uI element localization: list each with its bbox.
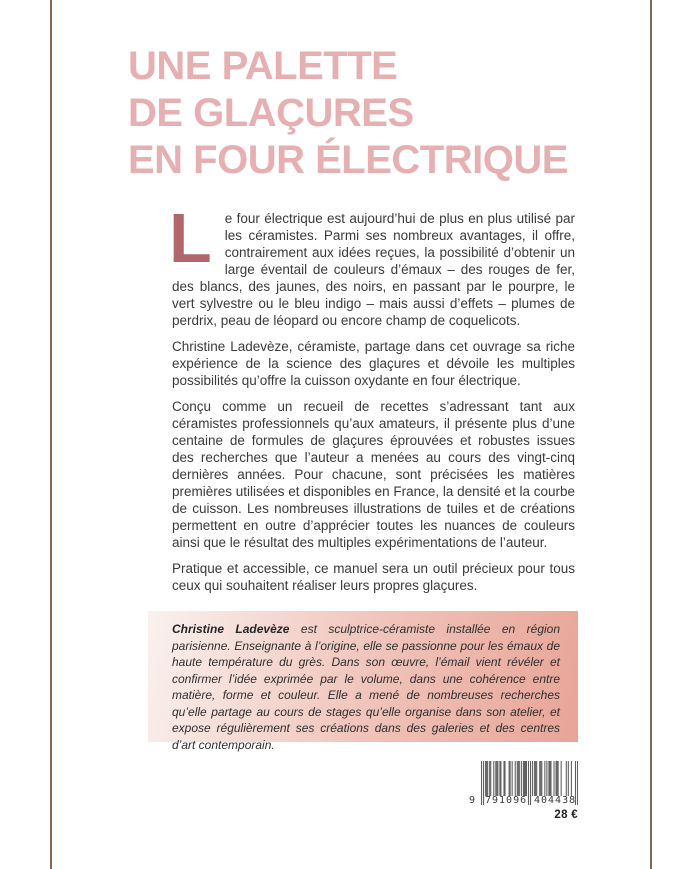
intro-paragraph <box>169 199 575 329</box>
author-name: Christine Ladevèze <box>172 622 290 636</box>
author-bio <box>172 621 560 753</box>
closing-paragraph: Pratique et accessible, ce manuel sera un outil précieux pour tous ceux qui souhaitent réaliser leurs propres glaçures. <box>172 561 575 593</box>
intro-paragraph-text: e four électrique est aujourd’hui de plus en plus utilisé par les céramistes. Parmi ses nombreux avantages, il offre, contrairement aux idées reçues, la possibilité d’obtenir un large éventail de couleurs d’émaux – des rouges de fer, des blancs, des jaunes, des noirs, en passant par le pourpre, le vert sylvestre ou le bleu indigo – mais aussi d’effets – plumes de perdrix, peau de léopard ou encore champ de coquelicots. <box>172 211 575 328</box>
content-description-paragraph: Conçu comme un recueil de recettes s’adressant tant aux céramistes professionnels qu’aux amateurs, il présente plus d’une centaine de formules de glaçures éprouvées et robustes issues des recherches que l’auteur a menées au cours des vingt-cinq dernières années. Pour chacune, sont précisées les matières premières utilisées et disponibles en France, la densité et la courbe de cuisson. Les nombreuses illustrations de tuiles et de créations permettent en outre d’apprécier toutes les nuances de couleurs ainsi que le résultat des multiples expérimentations de l’auteur. <box>172 399 575 550</box>
book-title <box>128 43 568 184</box>
book-edge-right-line <box>650 0 652 869</box>
book-title-line-1: UNE PALETTE <box>128 44 398 88</box>
barcode-block <box>469 761 578 825</box>
barcode-digits-right-group: 404438 <box>534 795 577 806</box>
book-title-line-2: DE GLAÇURES <box>128 91 414 135</box>
barcode-digits-left-group: 791096 <box>485 795 528 806</box>
author-presentation-paragraph: Christine Ladevèze, céramiste, partage dans cet ouvrage sa riche expérience de la science des glaçures et dévoile les multiples possibilités qu’offre la cuisson oxydante en four électrique. <box>172 339 575 388</box>
barcode-digits <box>469 795 578 807</box>
price-label: 28 € <box>554 809 578 821</box>
author-bio-text: est sculptrice-céramiste installée en région parisienne. Enseignante à l’origine, elle se passionne pour les émaux de haute température du grès. Dans son œuvre, l’émail vient révéler et confirmer l’idée exprimée par le volume, dans une cohérence entre matière, forme et couleur. Elle a mené de nombreuses recherches qu’elle partage au cours de stages qu’elle organise dans son atelier, et expose régulièrement ses créations dans des galeries et des centres d’art contemporain. <box>172 622 561 752</box>
author-bio-panel <box>148 611 578 752</box>
dropcap-letter: L <box>169 199 212 277</box>
barcode-digit-leading: 9 <box>469 795 476 806</box>
back-cover-blurb <box>169 199 575 603</box>
book-edge-left-line <box>50 0 52 869</box>
book-title-line-3: EN FOUR ÉLECTRIQUE <box>128 138 568 182</box>
